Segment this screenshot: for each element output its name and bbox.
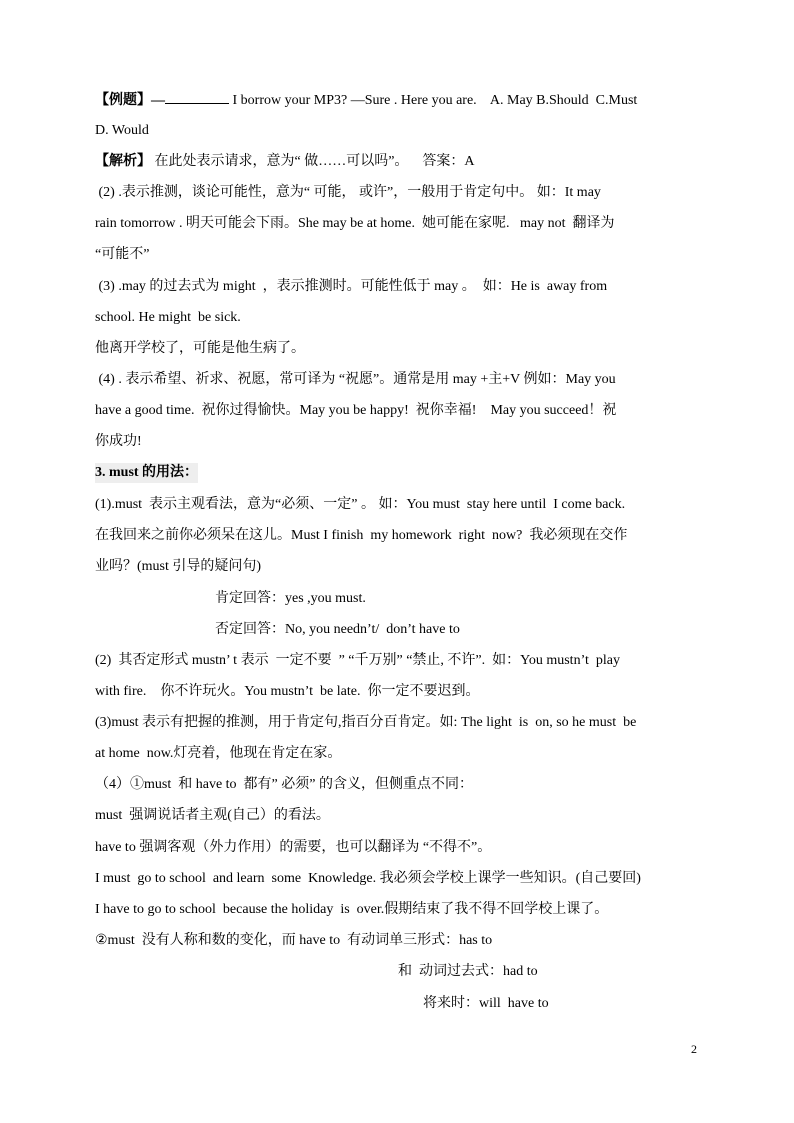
text-line: (4) . 表示希望、祈求、祝愿，常可译为 “祝愿”。通常是用 may +主+V 例如：May you bbox=[95, 372, 616, 387]
example-question-text: I borrow your MP3? —Sure . Here you are. A. May B.Should C.Must bbox=[229, 93, 638, 108]
analysis-label: 【解析】 bbox=[95, 154, 151, 169]
text-line: “可能不” bbox=[95, 247, 150, 262]
text-line: I must go to school and learn some Knowledge. 我必须会学校上课学一些知识。(自己要回) bbox=[95, 871, 641, 886]
text-line: 他离开学校了，可能是他生病了。 bbox=[95, 341, 305, 356]
text-line: 你成功! bbox=[95, 434, 142, 449]
text-line: must 强调说话者主观(自己）的看法。 bbox=[95, 808, 330, 823]
text-line: (3)must 表示有把握的推测，用于肯定句,指百分百肯定。如: The light is on, so he must be bbox=[95, 715, 637, 730]
example-question-line bbox=[95, 90, 637, 111]
answer-blank bbox=[165, 90, 229, 104]
example-label: 【例题】— bbox=[95, 93, 165, 108]
page-number: 2 bbox=[691, 1042, 697, 1056]
text-line: 业吗？(must 引导的疑问句) bbox=[95, 559, 262, 574]
text-line: D. Would bbox=[95, 123, 149, 138]
text-line: have to 强调客观（外力作用）的需要，也可以翻译为 “不得不”。 bbox=[95, 840, 492, 855]
text-line: 将来时：will have to bbox=[423, 996, 549, 1011]
text-line: I have to go to school because the holiday is over.假期结束了我不得不回学校上课了。 bbox=[95, 902, 609, 917]
text-line: 在我回来之前你必须呆在这儿。Must I finish my homework right now? 我必须现在交作 bbox=[95, 528, 628, 543]
analysis-line bbox=[95, 152, 475, 172]
text-line: with fire. 你不许玩火。You mustn’t be late. 你一定不要迟到。 bbox=[95, 684, 480, 699]
text-line: (3) .may 的过去式为 might ，表示推测时。可能性低于 may 。 如：He is away from bbox=[95, 279, 608, 294]
text-line: ②must 没有人称和数的变化，而 have to 有动词单三形式：has to bbox=[95, 933, 493, 948]
text-line: 否定回答：No, you needn’t/ don’t have to bbox=[215, 622, 460, 637]
text-line: (1).must 表示主观看法，意为“必须、一定” 。 如：You must stay here until I come back. bbox=[95, 497, 626, 512]
text-line: school. He might be sick. bbox=[95, 310, 241, 325]
text-line: （4）①must 和 have to 都有” 必须” 的含义，但侧重点不同： bbox=[95, 777, 473, 792]
text-line: (2) 其否定形式 mustn’ t 表示 一定不要 ” “千万别” “禁止, 不许”. 如：You mustn’t play bbox=[95, 653, 620, 668]
analysis-text: 在此处表示请求，意为“ 做……可以吗”。 答案：A bbox=[151, 154, 475, 169]
text-line: rain tomorrow . 明天可能会下雨。She may be at home. 她可能在家呢. may not 翻译为 bbox=[95, 216, 615, 231]
text-line: (2) .表示推测，谈论可能性，意为“ 可能， 或许”，一般用于肯定句中。 如：It may bbox=[95, 185, 601, 200]
section-heading: 3. must 的用法： bbox=[95, 463, 198, 483]
text-line: 和 动词过去式：had to bbox=[398, 964, 538, 979]
text-line: have a good time. 祝你过得愉快。May you be happy! 祝你幸福! May you succeed！祝 bbox=[95, 403, 617, 418]
text-line: at home now.灯亮着，他现在肯定在家。 bbox=[95, 746, 342, 761]
text-line: 肯定回答：yes ,you must. bbox=[215, 591, 366, 606]
